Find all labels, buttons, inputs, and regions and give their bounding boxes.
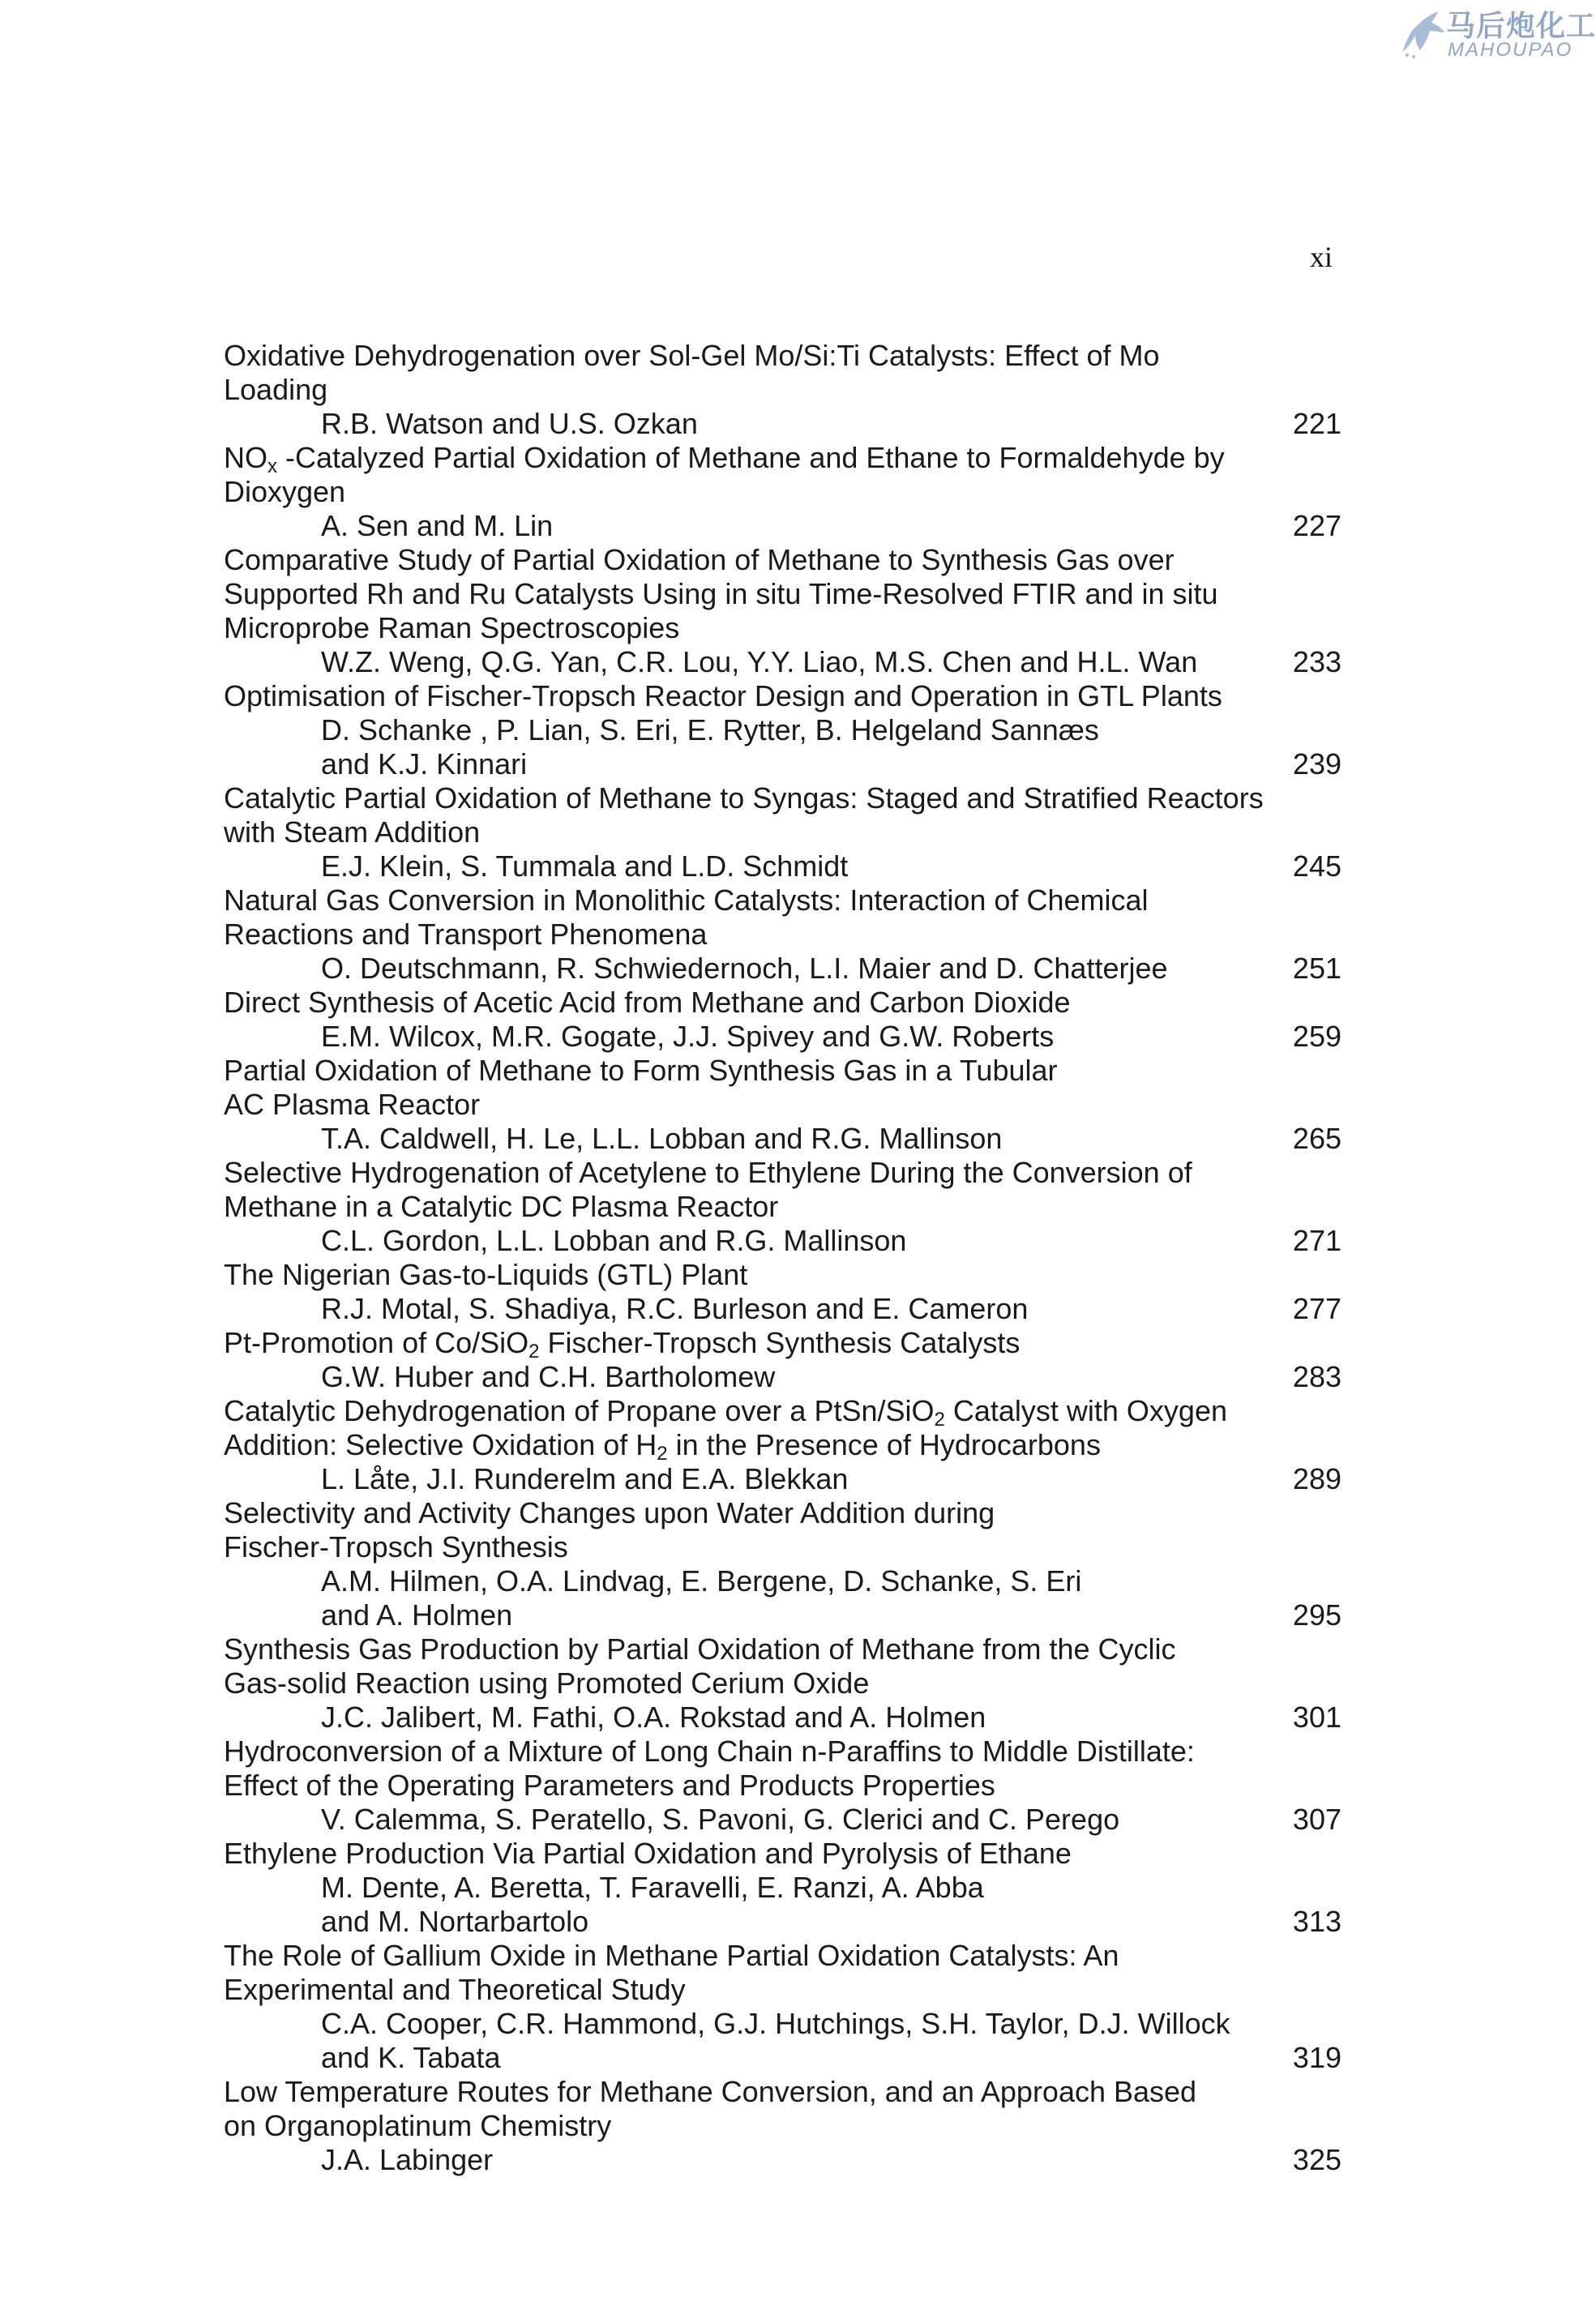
toc-entry-authors-line: A.M. Hilmen, O.A. Lindvag, E. Bergene, D. Schanke, S. Eri [321,1564,1082,1598]
toc-entry [224,679,1359,781]
toc-entry [224,1258,1359,1326]
toc-entry-authors-line: and K. Tabata [321,2041,501,2074]
toc-entry-authors-line: J.A. Labinger [321,2143,494,2176]
toc-entry-authors-line: J.C. Jalibert, M. Fathi, O.A. Rokstad and A. Holmen [321,1700,986,1734]
toc-entry [224,339,1359,441]
toc-entry-authors-line: A. Sen and M. Lin [321,509,554,542]
toc-entry-page-number: 265 [1292,1122,1341,1155]
toc-entry-authors-line: L. Låte, J.I. Runderelm and E.A. Blekkan [321,1462,849,1495]
toc-entry-page-number: 251 [1292,952,1341,985]
toc-entry-title-line: Addition: Selective Oxidation of $H_2$ in the Presence of Hydrocarbons [224,1428,1101,1465]
toc-entry-title-line: Catalytic Partial Oxidation of Methane to Syngas: Staged and Stratified Reactors [224,781,1264,815]
toc-entry-title-line: The Nigerian Gas-to-Liquids (GTL) Plant [224,1258,748,1291]
toc-entry-title-line: Methane in a Catalytic DC Plasma Reactor [224,1190,779,1223]
toc-entry [224,1496,1359,1632]
toc-entry [224,1939,1359,2075]
horse-logo-icon [1396,6,1449,58]
toc-entry-authors-line: O. Deutschmann, R. Schwiedernoch, L.I. Maier and D. Chatterjee [321,952,1168,985]
toc-entry-page-number: 259 [1292,1020,1341,1053]
toc-entry-authors-line: E.J. Klein, S. Tummala and L.D. Schmidt [321,849,849,883]
toc-entry-authors-line: R.J. Motal, S. Shadiya, R.C. Burleson and E. Cameron [321,1292,1029,1325]
toc-entry [224,1632,1359,1735]
toc-entry-title-line: Effect of the Operating Parameters and Products Properties [224,1769,995,1802]
toc-entry-page-number: 289 [1292,1462,1341,1495]
toc-entry-page-number: 295 [1292,1598,1341,1632]
toc-entry-page-number: 245 [1292,849,1341,883]
toc-entry-page-number: 227 [1292,509,1341,542]
toc-entry-title-line: Direct Synthesis of Acetic Acid from Methane and Carbon Dioxide [224,986,1071,1019]
toc-entry-title-line: Comparative Study of Partial Oxidation of Methane to Synthesis Gas over [224,543,1175,576]
toc-entry-title-line: Dioxygen [224,475,346,508]
toc-entry [224,543,1359,679]
toc-entry-page-number: 325 [1292,2143,1341,2176]
toc-entry-page-number: 233 [1292,645,1341,678]
publisher-watermark-logo [1396,3,1596,63]
toc-entry-authors-line: and A. Holmen [321,1598,513,1632]
toc-entry-authors-line: E.M. Wilcox, M.R. Gogate, J.J. Spivey and G.W. Roberts [321,1020,1055,1053]
logo-english-text: MAHOUPAO [1448,39,1573,61]
toc-entry-authors-line: T.A. Caldwell, H. Le, L.L. Lobban and R.G. Mallinson [321,1122,1003,1155]
toc-entry-authors-line: D. Schanke , P. Lian, S. Eri, E. Rytter, B. Helgeland Sannæs [321,713,1099,746]
toc-entry-page-number: 221 [1292,407,1341,440]
toc-entry-authors-line: C.L. Gordon, L.L. Lobban and R.G. Mallinson [321,1224,907,1257]
toc-entry [224,1054,1359,1156]
toc-entry-authors-line: V. Calemma, S. Peratello, S. Pavoni, G. Clerici and C. Perego [321,1803,1120,1836]
toc-entry-page-number: 301 [1292,1700,1341,1734]
toc-entry-page-number: 319 [1292,2041,1341,2074]
toc-entry-title-line: Fischer-Tropsch Synthesis [224,1530,568,1564]
toc-entry-title-line: AC Plasma Reactor [224,1088,481,1121]
toc-entry-authors-line: C.A. Cooper, C.R. Hammond, G.J. Hutchings, S.H. Taylor, D.J. Willock [321,2007,1230,2040]
toc-entry-title-line: Reactions and Transport Phenomena [224,918,708,951]
toc-entry-title-line: Selective Hydrogenation of Acetylene to Ethylene During the Conversion of [224,1156,1192,1189]
toc-entry-title-line: Hydroconversion of a Mixture of Long Chain n-Paraffins to Middle Distillate: [224,1735,1195,1768]
toc-entry-title-line: Microprobe Raman Spectroscopies [224,611,680,644]
toc-entry-title-line: on Organoplatinum Chemistry [224,2109,612,2142]
toc-entry [224,441,1359,543]
toc-entry-title-line: Experimental and Theoretical Study [224,1973,686,2006]
table-of-contents [224,339,1359,2177]
toc-entry-title-line: Selectivity and Activity Changes upon Water Addition during [224,1496,995,1529]
toc-entry-title-line: The Role of Gallium Oxide in Methane Partial Oxidation Catalysts: An [224,1939,1119,1972]
toc-entry-title-line: Supported Rh and Ru Catalysts Using in situ Time-Resolved FTIR and in situ [224,577,1218,610]
toc-entry [224,883,1359,986]
toc-entry-title-line: Gas-solid Reaction using Promoted Cerium Oxide [224,1666,870,1700]
toc-entry [224,2075,1359,2177]
toc-entry-page-number: 277 [1292,1292,1341,1325]
toc-entry [224,781,1359,883]
toc-entry-title-line: Low Temperature Routes for Methane Conversion, and an Approach Based [224,2075,1197,2108]
toc-entry-title-line: Natural Gas Conversion in Monolithic Catalysts: Interaction of Chemical [224,883,1149,917]
toc-entry-title-line: $NO_x$ -Catalyzed Partial Oxidation of Methane and Ethane to Formaldehyde by [224,441,1225,477]
toc-entry-page-number: 271 [1292,1224,1341,1257]
toc-entry-page-number: 313 [1292,1905,1341,1938]
toc-entry-title-line: Loading [224,373,328,406]
toc-entry-page-number: 239 [1292,747,1341,781]
toc-entry-authors-line: and K.J. Kinnari [321,747,528,781]
toc-entry-authors-line: and M. Nortarbartolo [321,1905,589,1938]
toc-entry [224,986,1359,1054]
toc-entry-authors-line: R.B. Watson and U.S. Ozkan [321,407,698,440]
toc-entry [224,1326,1359,1394]
toc-entry [224,1394,1359,1496]
toc-entry-title-line: Catalytic Dehydrogenation of Propane over a PtSn/SiO$_2$ Catalyst with Oxygen [224,1394,1227,1431]
toc-entry-title-line: Partial Oxidation of Methane to Form Synthesis Gas in a Tubular [224,1054,1058,1087]
toc-entry-page-number: 283 [1292,1360,1341,1393]
toc-entry-title-line: Pt-Promotion of Co/SiO$_2$ Fischer-Tropsch Synthesis Catalysts [224,1326,1020,1362]
toc-entry-authors-line: G.W. Huber and C.H. Bartholomew [321,1360,776,1393]
toc-entry-authors-line: W.Z. Weng, Q.G. Yan, C.R. Lou, Y.Y. Liao, M.S. Chen and H.L. Wan [321,645,1198,678]
toc-entry [224,1156,1359,1258]
toc-entry-page-number: 307 [1292,1803,1341,1836]
toc-entry-title-line: with Steam Addition [224,815,481,849]
toc-entry [224,1735,1359,1837]
page-number: xi [1310,241,1333,273]
logo-chinese-text: 马后炮化工 [1446,9,1596,42]
toc-entry-title-line: Optimisation of Fischer-Tropsch Reactor Design and Operation in GTL Plants [224,679,1222,712]
toc-entry-title-line: Oxidative Dehydrogenation over Sol-Gel Mo/Si:Ti Catalysts: Effect of Mo [224,339,1160,372]
toc-entry-authors-line: M. Dente, A. Beretta, T. Faravelli, E. Ranzi, A. Abba [321,1871,984,1904]
toc-entry [224,1837,1359,1939]
toc-entry-title-line: Synthesis Gas Production by Partial Oxidation of Methane from the Cyclic [224,1632,1176,1666]
toc-entry-title-line: Ethylene Production Via Partial Oxidation and Pyrolysis of Ethane [224,1837,1072,1870]
